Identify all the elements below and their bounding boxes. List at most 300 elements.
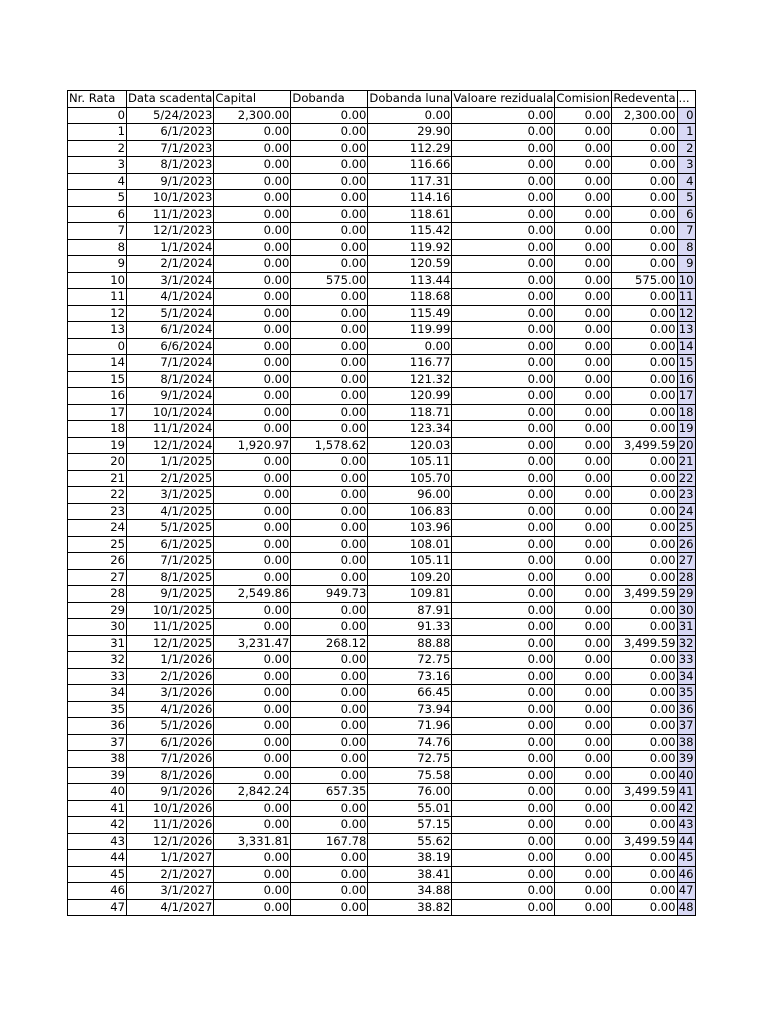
cell-valoare-reziduala: 0.00 [452,190,555,207]
cell-data-scadenta: 6/1/2026 [127,734,214,751]
cell-dobanda-luna: 71.96 [368,718,452,735]
cell-nr-rata: 23 [68,503,127,520]
cell-dobanda: 949.73 [291,586,368,603]
cell-redeventa: 0.00 [612,206,677,223]
cell-dobanda: 0.00 [291,668,368,685]
cell-capital: 0.00 [214,388,291,405]
cell-redeventa: 0.00 [612,190,677,207]
cell-index: 39 [678,751,694,765]
cell-nr-rata: 4 [68,173,127,190]
cell-comision: 0.00 [555,883,612,900]
cell-dobanda: 0.00 [291,701,368,718]
cell-redeventa: 2,300.00 [612,107,677,124]
cell-dobanda: 0.00 [291,536,368,553]
cell-dobanda: 0.00 [291,619,368,636]
cell-data-scadenta: 2/1/2026 [127,668,214,685]
cell-capital: 0.00 [214,272,291,289]
cell-comision: 0.00 [555,404,612,421]
cell-comision: 0.00 [555,586,612,603]
cell-dobanda-luna: 55.01 [368,800,452,817]
cell-nr-rata: 38 [68,751,127,768]
cell-dobanda-luna: 57.15 [368,817,452,834]
cell-valoare-reziduala: 0.00 [452,866,555,883]
cell-dobanda-luna: 88.88 [368,635,452,652]
cell-redeventa: 0.00 [612,338,677,355]
cell-data-scadenta: 7/1/2026 [127,751,214,768]
cell-valoare-reziduala: 0.00 [452,388,555,405]
cell-comision: 0.00 [555,157,612,174]
cell-dobanda: 0.00 [291,124,368,141]
cell-comision: 0.00 [555,701,612,718]
cell-index: 38 [678,734,694,749]
cell-nr-rata: 44 [68,850,127,867]
cell-dobanda-luna: 103.96 [368,520,452,537]
cell-comision: 0.00 [555,767,612,784]
cell-nr-rata: 35 [68,701,127,718]
cell-index: 40 [678,767,694,782]
cell-valoare-reziduala: 0.00 [452,817,555,834]
table-row [68,157,696,174]
cell-index: 3 [677,157,695,174]
cell-data-scadenta: 6/1/2023 [127,124,214,141]
cell-nr-rata: 27 [68,569,127,586]
cell-dobanda: 0.00 [291,206,368,223]
cell-dobanda-luna: 105.11 [368,454,452,471]
table-row [68,767,696,784]
table-row [68,256,696,273]
cell-data-scadenta: 1/1/2027 [127,850,214,867]
cell-redeventa: 0.00 [612,817,677,834]
cell-dobanda: 0.00 [291,289,368,306]
cell-dobanda-luna: 29.90 [368,124,452,141]
header-nr-rata: Nr. Rata [68,91,127,108]
cell-dobanda-luna: 38.41 [368,866,452,883]
cell-comision: 0.00 [555,520,612,537]
table-row [68,124,696,141]
cell-dobanda-luna: 116.66 [368,157,452,174]
cell-redeventa: 0.00 [612,454,677,471]
cell-comision: 0.00 [555,338,612,355]
cell-nr-rata: 0 [68,107,127,124]
cell-index: 15 [678,355,694,369]
payment-schedule-table [67,90,696,916]
cell-data-scadenta: 5/24/2023 [127,107,214,124]
cell-data-scadenta: 1/1/2024 [127,239,214,256]
table-row [68,140,696,157]
cell-data-scadenta: 8/1/2024 [127,371,214,388]
cell-redeventa: 0.00 [612,800,677,817]
cell-dobanda-luna: 66.45 [368,685,452,702]
cell-comision: 0.00 [555,718,612,735]
cell-redeventa: 0.00 [612,140,677,157]
cell-valoare-reziduala: 0.00 [452,503,555,520]
cell-capital: 0.00 [214,569,291,586]
cell-dobanda-luna: 76.00 [368,784,452,801]
cell-capital: 0.00 [214,767,291,784]
cell-dobanda-luna: 34.88 [368,883,452,900]
cell-dobanda: 0.00 [291,751,368,768]
cell-nr-rata: 12 [68,305,127,322]
cell-redeventa: 0.00 [612,883,677,900]
cell-nr-rata: 10 [68,272,127,289]
cell-capital: 2,549.86 [214,586,291,603]
cell-capital: 0.00 [214,520,291,537]
cell-data-scadenta: 9/1/2026 [127,784,214,801]
cell-valoare-reziduala: 0.00 [452,140,555,157]
cell-dobanda-luna: 119.92 [368,239,452,256]
cell-capital: 0.00 [214,800,291,817]
table-row [68,206,696,223]
cell-index: 8 [677,239,695,256]
cell-dobanda: 575.00 [291,272,368,289]
header-comision: Comision [555,91,612,108]
cell-dobanda-luna: 114.16 [368,190,452,207]
cell-redeventa: 0.00 [612,487,677,504]
cell-data-scadenta: 12/1/2026 [127,833,214,850]
cell-data-scadenta: 1/1/2025 [127,454,214,471]
cell-index: 2 [677,140,695,157]
cell-capital: 0.00 [214,503,291,520]
cell-redeventa: 0.00 [612,173,677,190]
cell-comision: 0.00 [555,652,612,669]
cell-capital: 0.00 [214,817,291,834]
cell-nr-rata: 14 [68,355,127,372]
cell-index: 37 [678,718,694,732]
cell-comision: 0.00 [555,899,612,916]
cell-nr-rata: 8 [68,239,127,256]
cell-data-scadenta: 2/1/2027 [127,866,214,883]
cell-data-scadenta: 5/1/2025 [127,520,214,537]
cell-valoare-reziduala: 0.00 [452,404,555,421]
cell-index: 25 [678,520,694,534]
cell-nr-rata: 31 [68,635,127,652]
cell-index: 41 [678,784,694,798]
cell-valoare-reziduala: 0.00 [452,239,555,256]
cell-capital: 0.00 [214,371,291,388]
cell-nr-rata: 2 [68,140,127,157]
table-row [68,586,696,603]
cell-dobanda-luna: 109.20 [368,569,452,586]
cell-capital: 0.00 [214,322,291,339]
cell-nr-rata: 20 [68,454,127,471]
cell-index: 27 [678,553,694,567]
cell-dobanda-luna: 73.16 [368,668,452,685]
cell-index: 35 [678,685,694,699]
cell-valoare-reziduala: 0.00 [452,553,555,570]
cell-dobanda: 0.00 [291,553,368,570]
cell-redeventa: 0.00 [612,619,677,636]
cell-redeventa: 3,499.59 [612,784,677,801]
cell-comision: 0.00 [555,272,612,289]
header-valoare-reziduala: Valoare reziduala [453,91,554,105]
cell-valoare-reziduala: 0.00 [452,619,555,636]
cell-capital: 0.00 [214,718,291,735]
cell-nr-rata: 46 [68,883,127,900]
cell-redeventa: 0.00 [612,239,677,256]
cell-capital: 0.00 [214,124,291,141]
cell-valoare-reziduala: 0.00 [452,338,555,355]
cell-data-scadenta: 10/1/2026 [127,800,214,817]
cell-data-scadenta: 9/1/2023 [127,173,214,190]
table-row [68,437,696,454]
cell-comision: 0.00 [555,487,612,504]
cell-index: 33 [678,652,694,666]
cell-valoare-reziduala: 0.00 [452,767,555,784]
cell-dobanda: 0.00 [291,734,368,751]
cell-redeventa: 0.00 [612,503,677,520]
cell-dobanda: 268.12 [291,635,368,652]
cell-valoare-reziduala: 0.00 [452,223,555,240]
cell-nr-rata: 18 [68,421,127,438]
cell-dobanda-luna: 74.76 [368,734,452,751]
cell-comision: 0.00 [555,140,612,157]
cell-nr-rata: 25 [68,536,127,553]
cell-dobanda: 0.00 [291,404,368,421]
cell-dobanda: 0.00 [291,173,368,190]
cell-capital: 0.00 [214,751,291,768]
cell-nr-rata: 1 [68,124,127,141]
cell-index: 0 [677,107,695,124]
cell-index: 1 [677,124,695,141]
cell-redeventa: 0.00 [612,685,677,702]
cell-index: 28 [678,569,694,584]
cell-valoare-reziduala: 0.00 [452,322,555,339]
cell-capital: 0.00 [214,619,291,636]
cell-redeventa: 3,499.59 [612,635,677,652]
cell-capital: 0.00 [214,140,291,157]
cell-data-scadenta: 12/1/2025 [127,635,214,652]
cell-redeventa: 0.00 [612,289,677,306]
cell-dobanda-luna: 108.01 [368,536,452,553]
cell-redeventa: 0.00 [612,767,677,784]
cell-dobanda-luna: 119.99 [368,322,452,339]
cell-index: 44 [678,833,694,848]
cell-comision: 0.00 [555,206,612,223]
cell-nr-rata: 6 [68,206,127,223]
cell-comision: 0.00 [555,553,612,570]
cell-dobanda: 0.00 [291,239,368,256]
cell-redeventa: 0.00 [612,520,677,537]
cell-index: 32 [678,635,694,650]
cell-index: 23 [678,487,694,501]
cell-index: 43 [678,817,694,831]
table-row [68,107,696,124]
cell-redeventa: 575.00 [612,272,677,289]
cell-data-scadenta: 9/1/2025 [127,586,214,603]
cell-comision: 0.00 [555,470,612,487]
cell-dobanda: 0.00 [291,371,368,388]
cell-dobanda: 0.00 [291,107,368,124]
table-row [68,355,696,372]
cell-capital: 0.00 [214,190,291,207]
cell-dobanda: 0.00 [291,602,368,619]
cell-dobanda: 167.78 [291,833,368,850]
cell-index: 29 [678,586,694,600]
cell-capital: 0.00 [214,850,291,867]
cell-data-scadenta: 8/1/2026 [127,767,214,784]
table-row [68,899,696,916]
cell-index: 48 [678,899,694,914]
cell-nr-rata: 3 [68,157,127,174]
cell-data-scadenta: 12/1/2023 [127,223,214,240]
cell-data-scadenta: 11/1/2024 [127,421,214,438]
table-row [68,800,696,817]
cell-dobanda-luna: 0.00 [368,107,452,124]
table-row [68,223,696,240]
cell-index: 26 [678,536,694,551]
cell-nr-rata: 16 [68,388,127,405]
cell-valoare-reziduala: 0.00 [452,520,555,537]
cell-comision: 0.00 [555,437,612,454]
cell-dobanda: 0.00 [291,520,368,537]
cell-capital: 0.00 [214,421,291,438]
cell-dobanda-luna: 73.94 [368,701,452,718]
cell-index: 13 [678,322,694,336]
table-row [68,173,696,190]
cell-data-scadenta: 4/1/2024 [127,289,214,306]
cell-index: 34 [678,668,694,683]
table-row [68,784,696,801]
cell-redeventa: 0.00 [612,124,677,141]
cell-index: 24 [678,503,694,518]
cell-data-scadenta: 6/1/2024 [127,322,214,339]
cell-dobanda-luna: 91.33 [368,619,452,636]
cell-comision: 0.00 [555,124,612,141]
table-row [68,850,696,867]
cell-redeventa: 0.00 [612,256,677,273]
cell-dobanda-luna: 120.03 [368,437,452,454]
cell-capital: 0.00 [214,305,291,322]
cell-capital: 0.00 [214,206,291,223]
cell-valoare-reziduala: 0.00 [452,800,555,817]
cell-dobanda: 657.35 [291,784,368,801]
cell-data-scadenta: 11/1/2023 [127,206,214,223]
cell-index: 9 [677,256,695,273]
cell-comision: 0.00 [555,190,612,207]
cell-redeventa: 0.00 [612,355,677,372]
cell-valoare-reziduala: 0.00 [452,635,555,652]
cell-capital: 2,842.24 [214,784,291,801]
cell-capital: 0.00 [214,173,291,190]
cell-dobanda-luna: 106.83 [368,503,452,520]
cell-capital: 0.00 [214,899,291,916]
cell-dobanda: 0.00 [291,305,368,322]
cell-redeventa: 0.00 [612,668,677,685]
cell-data-scadenta: 3/1/2025 [127,487,214,504]
cell-dobanda-luna: 120.99 [368,388,452,405]
cell-dobanda-luna: 123.34 [368,421,452,438]
cell-redeventa: 0.00 [612,751,677,768]
cell-nr-rata: 17 [68,404,127,421]
table-row [68,751,696,768]
table-row [68,883,696,900]
table-row [68,718,696,735]
table-row [68,685,696,702]
cell-redeventa: 0.00 [612,305,677,322]
cell-nr-rata: 19 [68,437,127,454]
cell-valoare-reziduala: 0.00 [452,454,555,471]
cell-index: 7 [677,223,695,240]
cell-nr-rata: 26 [68,553,127,570]
cell-dobanda-luna: 72.75 [368,652,452,669]
cell-dobanda-luna: 87.91 [368,602,452,619]
cell-comision: 0.00 [555,850,612,867]
cell-comision: 0.00 [555,668,612,685]
cell-valoare-reziduala: 0.00 [452,685,555,702]
cell-nr-rata: 42 [68,817,127,834]
cell-dobanda: 0.00 [291,767,368,784]
table-row [68,487,696,504]
cell-valoare-reziduala: 0.00 [452,701,555,718]
cell-redeventa: 0.00 [612,157,677,174]
cell-data-scadenta: 5/1/2024 [127,305,214,322]
cell-valoare-reziduala: 0.00 [452,784,555,801]
cell-dobanda: 0.00 [291,652,368,669]
cell-dobanda: 0.00 [291,718,368,735]
cell-redeventa: 0.00 [612,652,677,669]
table-row [68,817,696,834]
cell-valoare-reziduala: 0.00 [452,256,555,273]
cell-redeventa: 3,499.59 [612,586,677,603]
cell-valoare-reziduala: 0.00 [452,487,555,504]
cell-index: 10 [678,272,694,287]
cell-dobanda: 0.00 [291,190,368,207]
cell-valoare-reziduala: 0.00 [452,569,555,586]
cell-valoare-reziduala: 0.00 [452,107,555,124]
cell-capital: 0.00 [214,701,291,718]
cell-dobanda-luna: 118.61 [368,206,452,223]
cell-nr-rata: 41 [68,800,127,817]
cell-dobanda: 0.00 [291,388,368,405]
table-row [68,833,696,850]
cell-nr-rata: 28 [68,586,127,603]
cell-redeventa: 0.00 [612,223,677,240]
cell-redeventa: 0.00 [612,388,677,405]
cell-valoare-reziduala: 0.00 [452,536,555,553]
table-row [68,305,696,322]
cell-data-scadenta: 6/6/2024 [127,338,214,355]
cell-capital: 0.00 [214,652,291,669]
cell-comision: 0.00 [555,223,612,240]
cell-data-scadenta: 10/1/2024 [127,404,214,421]
cell-nr-rata: 36 [68,718,127,735]
cell-dobanda: 0.00 [291,487,368,504]
cell-redeventa: 0.00 [612,569,677,586]
cell-comision: 0.00 [555,800,612,817]
table-row [68,553,696,570]
table-row [68,536,696,553]
cell-index: 47 [678,883,694,897]
cell-dobanda: 0.00 [291,470,368,487]
cell-valoare-reziduala: 0.00 [452,668,555,685]
cell-dobanda: 0.00 [291,899,368,916]
table-row [68,635,696,652]
cell-dobanda-luna: 113.44 [368,272,452,289]
cell-comision: 0.00 [555,305,612,322]
cell-capital: 3,331.81 [214,833,291,850]
cell-comision: 0.00 [555,635,612,652]
cell-capital: 0.00 [214,685,291,702]
table-row [68,272,696,289]
cell-nr-rata: 13 [68,322,127,339]
cell-redeventa: 0.00 [612,718,677,735]
cell-redeventa: 0.00 [612,322,677,339]
header-dobanda: Dobanda [291,91,368,108]
cell-valoare-reziduala: 0.00 [452,734,555,751]
cell-valoare-reziduala: 0.00 [452,305,555,322]
cell-data-scadenta: 1/1/2026 [127,652,214,669]
cell-dobanda-luna: 55.62 [368,833,452,850]
